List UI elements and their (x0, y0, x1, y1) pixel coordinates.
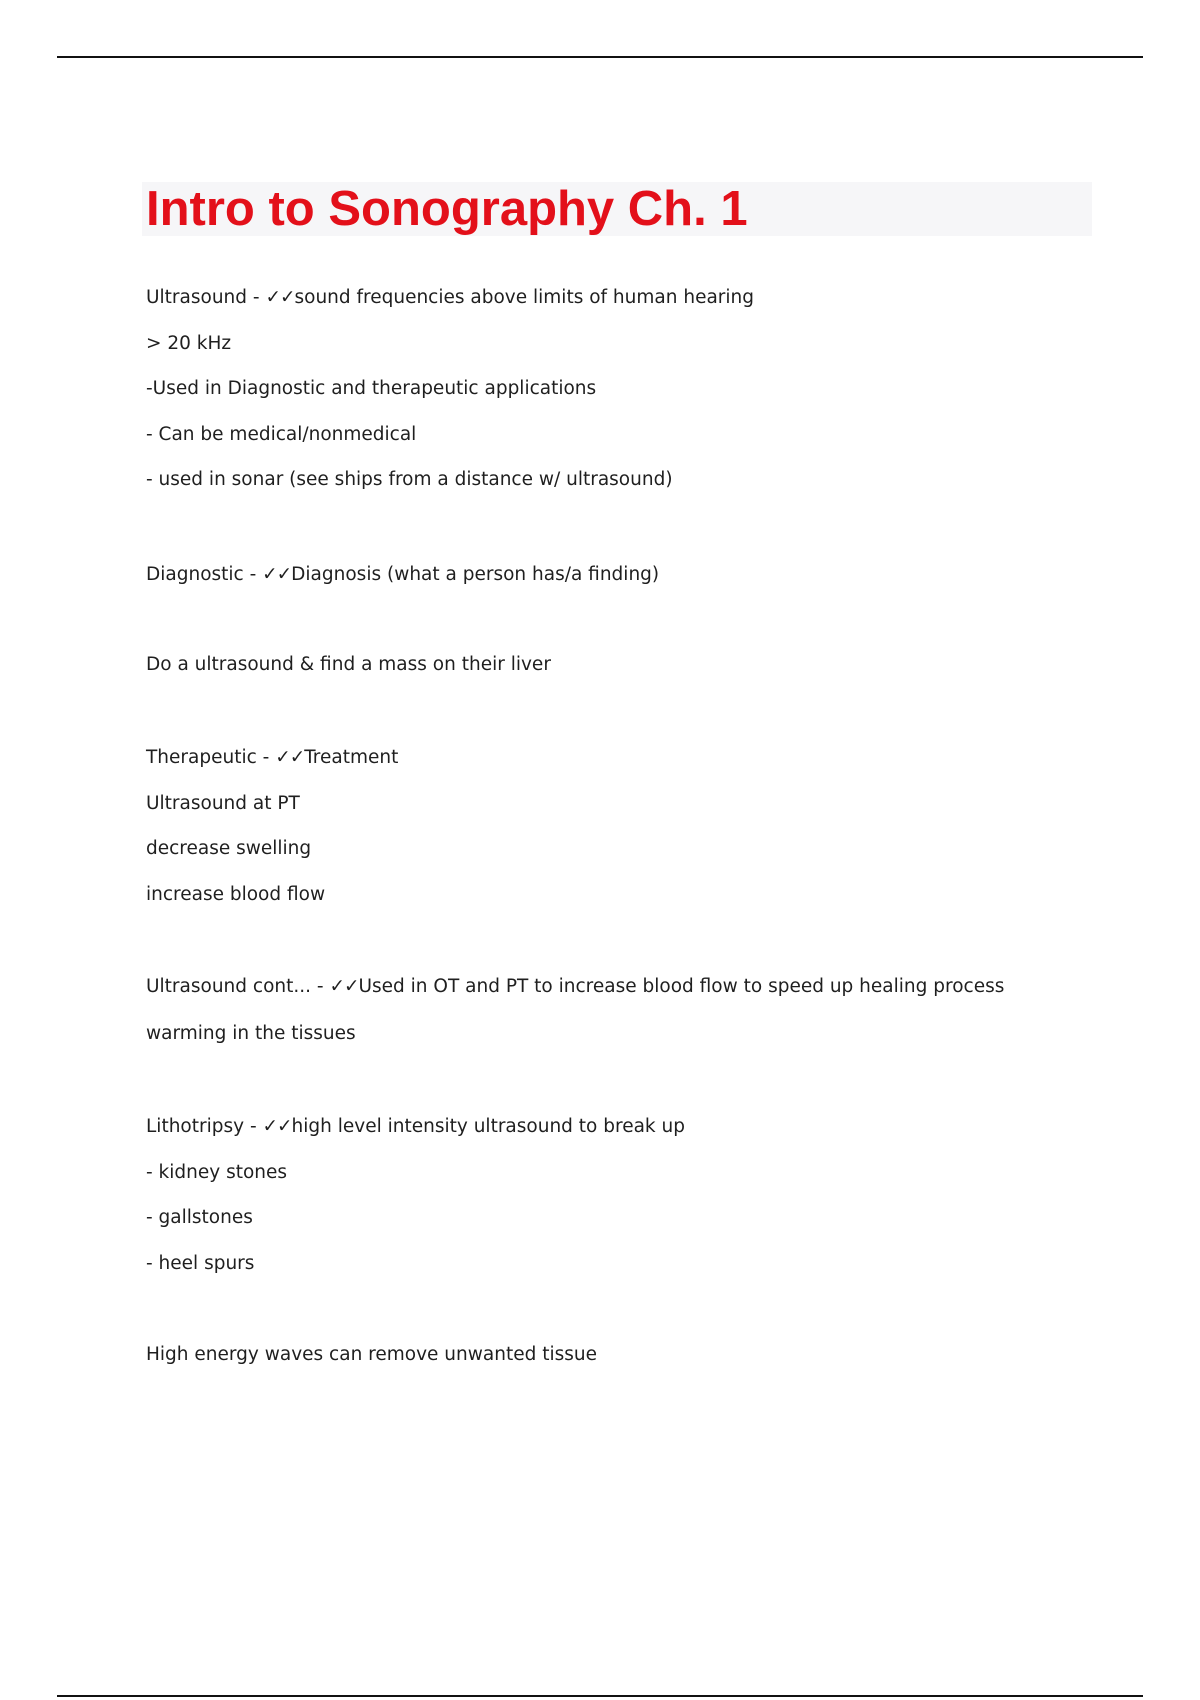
double-check-icon: ✓✓ (262, 564, 292, 585)
bottom-divider (57, 1695, 1143, 1697)
note-line: - heel spurs (146, 1253, 255, 1274)
term-label: Ultrasound cont... - (146, 976, 330, 997)
note-line: - gallstones (146, 1207, 253, 1228)
term-label: Diagnostic - (146, 564, 263, 585)
note-line: increase blood flow (146, 884, 326, 905)
term-definition: Used in OT and PT to increase blood flow to speed up healing process (358, 976, 1005, 997)
note-line: decrease swelling (146, 838, 312, 859)
term-definition: Treatment (304, 747, 399, 768)
note-line: - kidney stones (146, 1162, 288, 1183)
double-check-icon: ✓✓ (275, 747, 305, 768)
term-definition: high level intensity ultrasound to break up (291, 1116, 685, 1137)
note-line: High energy waves can remove unwanted tissue (146, 1344, 597, 1365)
term-label: Ultrasound - (146, 287, 266, 308)
note-line: - used in sonar (see ships from a distance w/ ultrasound) (146, 469, 673, 490)
term-line-therapeutic (146, 746, 398, 770)
note-line: Ultrasound at PT (146, 793, 300, 814)
term-line-ultrasound-cont (146, 975, 1004, 999)
term-line-ultrasound (146, 286, 754, 310)
note-line: - Can be medical/nonmedical (146, 424, 417, 445)
term-line-lithotripsy (146, 1115, 685, 1139)
term-label: Lithotripsy - (146, 1116, 263, 1137)
top-divider (57, 56, 1143, 58)
note-line: Do a ultrasound & find a mass on their liver (146, 654, 551, 675)
double-check-icon: ✓✓ (262, 1116, 292, 1137)
term-line-diagnostic (146, 563, 659, 587)
note-line: warming in the tissues (146, 1023, 356, 1044)
double-check-icon: ✓✓ (265, 287, 295, 308)
page-title: Intro to Sonography Ch. 1 (146, 182, 748, 236)
term-definition: Diagnosis (what a person has/a finding) (291, 564, 660, 585)
double-check-icon: ✓✓ (329, 976, 359, 997)
term-definition: sound frequencies above limits of human hearing (294, 287, 755, 308)
note-line: -Used in Diagnostic and therapeutic applications (146, 378, 597, 399)
term-label: Therapeutic - (146, 747, 276, 768)
note-line: > 20 kHz (146, 333, 232, 354)
